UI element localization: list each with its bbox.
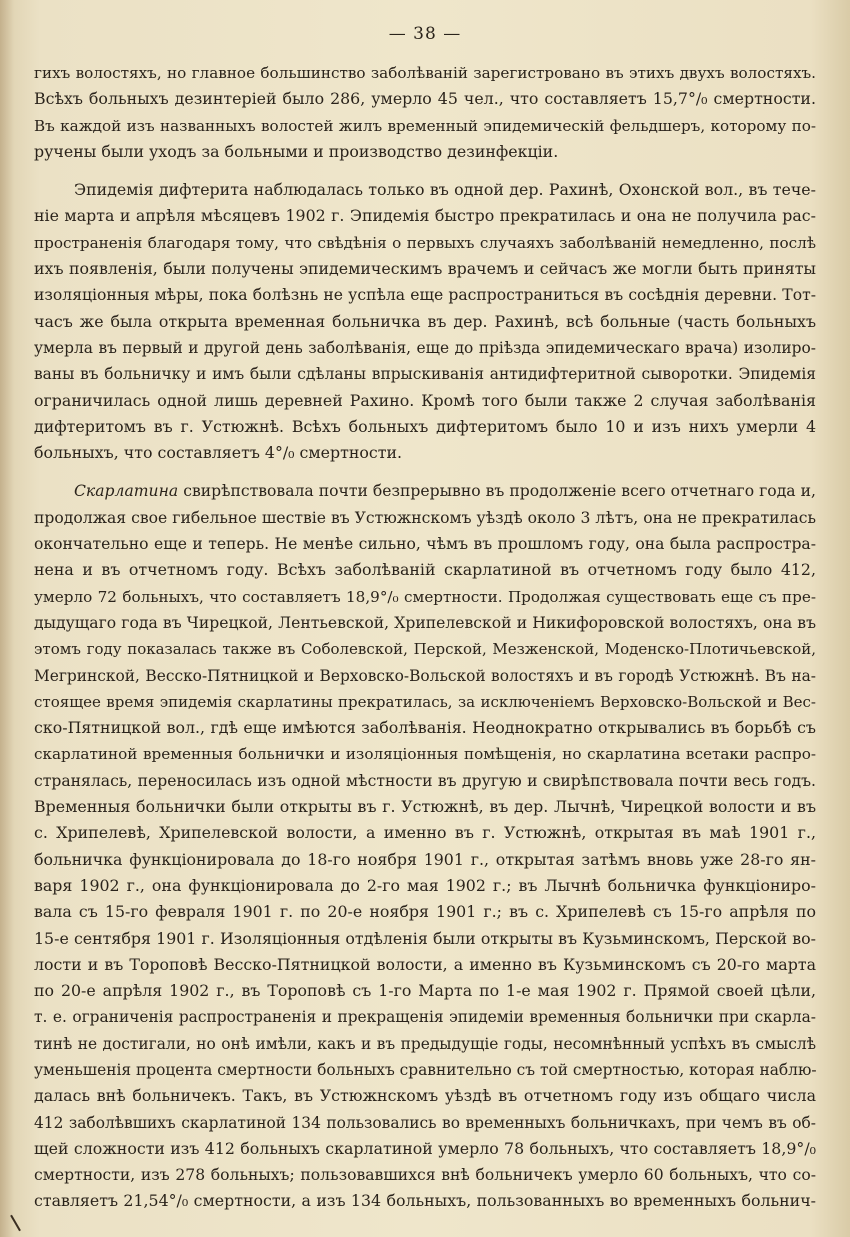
text-line: лости и въ Тороповѣ Весско-Пятницкой волости, а именно въ Кузьминскомъ съ 20-го марта: [34, 954, 816, 974]
text-line: 412 заболѣвшихъ скарлатиной 134 пользовались во временныхъ больничкахъ, при чемъ въ об-: [34, 1113, 816, 1132]
text-line: Въ каждой изъ названныхъ волостей жилъ временный эпидемическій фельдшеръ, которому по-: [34, 116, 816, 135]
text-line: ставляетъ 21,54°/₀ смертности, а изъ 134 больныхъ, пользованныхъ во временныхъ больнич-: [34, 1191, 816, 1211]
text-line: вала съ 15-го февраля 1901 г. по 20-е ноября 1901 г.; въ с. Хрипелевѣ съ 15-го апрѣля по: [34, 902, 816, 922]
text-line: окончательно еще и теперь. Не менѣе сильно, чѣмъ въ прошломъ году, она была распростра-: [34, 535, 816, 554]
text-line: ніе марта и апрѣля мѣсяцевъ 1902 г. Эпидемія быстро прекратилась и она не получила рас-: [34, 206, 816, 226]
text-line: ихъ появленія, были получены эпидемическимъ врачемъ и сейчасъ же могли быть приняты: [34, 259, 816, 279]
text-line: т. е. ограниченія распространенія и прекращенія эпидеміи временныя больнички при скарла-: [34, 1008, 816, 1027]
text-line: ручены были уходъ за больными и производство дезинфекціи.: [34, 141, 559, 161]
text-line: [34, 478, 816, 504]
text-line: странялась, переносилась изъ одной мѣстности въ другую и свирѣпствовала почти весь годъ.: [34, 771, 816, 790]
paragraph-diphtheria: [34, 177, 816, 466]
scarlet-fever-term: Скарлатина: [74, 482, 179, 501]
text-line: смертности, изъ 278 больныхъ; пользовавшихся внѣ больничекъ умерло 60 больныхъ, что со-: [34, 1166, 816, 1185]
body-text: [34, 60, 816, 1215]
text-line: дыдущаго года въ Чирецкой, Лентьевской, Хрипелевской и Никифоровской волостяхъ, она въ: [34, 613, 816, 632]
text-line: стоящее время эпидемія скарлатины прекратилась, за исключеніемъ Верховско-Вольской и Вес-: [34, 692, 816, 711]
text-line: с. Хрипелевѣ, Хрипелевской волости, а именно въ г. Устюжнѣ, открытая въ маѣ 1901 г.,: [34, 823, 816, 843]
text-line: тинѣ не достигали, но онѣ имѣли, какъ и въ предыдущіе годы, несомнѣнный успѣхъ въ смыслѣ: [34, 1034, 816, 1053]
text-line: продолжая свое гибельное шествіе въ Устюжнскомъ уѣздѣ около 3 лѣтъ, она не прекратилась: [34, 508, 816, 527]
text-line: Временныя больнички были открыты въ г. Устюжнѣ, въ дер. Лычнѣ, Чирецкой волости и въ: [34, 797, 816, 817]
text-line: щей сложности изъ 412 больныхъ скарлатиной умерло 78 больныхъ, что составляетъ 18,9°/₀: [34, 1138, 816, 1158]
text-line: дифтеритомъ въ г. Устюжнѣ. Всѣхъ больныхъ дифтеритомъ было 10 и изъ нихъ умерли 4: [34, 416, 816, 436]
text-line: Мегринской, Весско-Пятницкой и Верховско-Вольской волостяхъ и въ городѣ Устюжнѣ. Въ на-: [34, 666, 816, 685]
text-line: ваны въ больничку и имъ были сдѣланы впрыскиванія антидифтеритной сыворотки. Эпидемія: [34, 365, 816, 384]
text-line: уменьшенія процента смертности больныхъ сравнительно съ той смертностью, которая наблю-: [34, 1060, 817, 1079]
text-line: Эпидемія дифтерита наблюдалась только въ одной дер. Рахинѣ, Охонской вол., въ тече-: [74, 180, 816, 200]
text-line: варя 1902 г., она функціонировала до 2-го мая 1902 г.; въ Лычнѣ больничка функціониро-: [34, 875, 816, 895]
page-edge-shadow: [0, 0, 14, 1237]
text-line: нена и въ отчетномъ году. Всѣхъ заболѣваній скарлатиной въ отчетномъ году было 412,: [34, 560, 816, 580]
text-line: 15-е сентября 1901 г. Изоляціонныя отдѣленія были открыты въ Кузьминскомъ, Перской во-: [34, 928, 816, 948]
paragraph-scarlet-fever: [34, 478, 816, 1214]
paragraph-dysentery: [34, 60, 816, 165]
text-line: больничка функціонировала до 18-го ноября 1901 г., открытая затѣмъ вновь уже 28-го ян-: [34, 849, 816, 869]
text-line: Всѣхъ больныхъ дезинтеріей было 286, умерло 45 чел., что составляетъ 15,7°/₀ смертности.: [34, 89, 816, 109]
text-line: скарлатиной временныя больнички и изоляціонныя помѣщенія, но скарлатина всетаки распро-: [34, 745, 816, 764]
text-line: ограничилась одной лишь деревней Рахино. Кромѣ того были также 2 случая заболѣванія: [34, 390, 816, 410]
text-line: пространенія благодаря тому, что свѣдѣнія о первыхъ случаяхъ заболѣваній немедленно, послѣ: [34, 233, 816, 252]
text-line: изоляціонныя мѣры, пока болѣзнь не успѣла еще распространиться въ сосѣднія деревни. Тот-: [34, 286, 816, 305]
text-line: умерла въ первый и другой день заболѣванія, еще до пріѣзда эпидемическаго врача) изолиро-: [34, 338, 816, 357]
page-number: — 38 —: [388, 24, 462, 44]
text-line: ско-Пятницкой вол., гдѣ еще имѣются заболѣванія. Неоднократно открывались въ борьбѣ съ: [34, 718, 816, 738]
text-line: этомъ году показалась также въ Соболевской, Перской, Мезженской, Моденско-Плотичьевской,: [34, 640, 816, 659]
text-line: часъ же была открыта временная больничка въ дер. Рахинѣ, всѣ больные (часть больныхъ: [34, 311, 816, 331]
text-line-rest: свирѣпствовала почти безпрерывно въ продолженіе всего отчетнаго года и,: [178, 482, 816, 501]
text-line: больныхъ, что составляетъ 4°/₀ смертности.: [34, 443, 403, 463]
text-line: по 20-е апрѣля 1902 г., въ Тороповѣ съ 1-го Марта по 1-е мая 1902 г. Прямой своей цѣли,: [34, 981, 816, 1001]
text-line: гихъ волостяхъ, но главное большинство заболѣваній зарегистровано въ этихъ двухъ волостяхъ.: [34, 64, 816, 82]
text-line: умерло 72 больныхъ, что составляетъ 18,9°/₀ смертности. Продолжая существовать еще съ пре-: [34, 587, 816, 606]
text-line: далась внѣ больничекъ. Такъ, въ Устюжнскомъ уѣздѣ въ отчетномъ году изъ общаго числа: [34, 1086, 816, 1106]
